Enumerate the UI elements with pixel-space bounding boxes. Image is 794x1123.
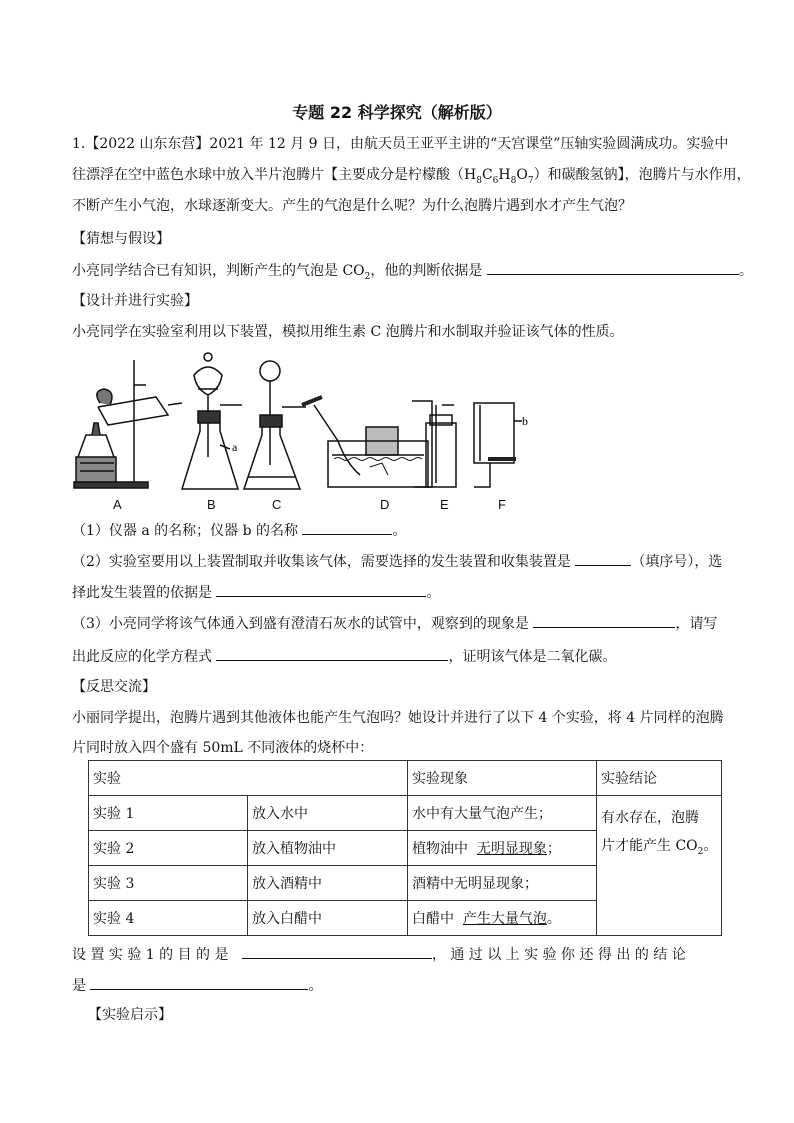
table-cell-obs: 植物油中 无明显现象； [408,831,597,866]
guess-text: 小亮同学结合已有知识，判断产生的气泡是 $CO_2$，他的判断依据是 。 [72,260,753,287]
table-header-cell: 实验 [89,761,408,796]
subquestion-3-line-2: 出此反应的化学方程式 ，证明该气体是二氧化碳。 [72,646,616,667]
table-cell-action: 放入白醋中 [248,901,408,936]
answer-blank-purpose[interactable] [242,944,432,959]
subquestion-3-line-1: （3）小亮同学将该气体通入到盛有澄清石灰水的试管中，观察到的现象是 ，请写 [72,613,717,634]
section-reflect-heading: 【反思交流】 [72,679,156,695]
table-cell-exp: 实验 2 [89,831,248,866]
apparatus-figure [70,345,530,495]
apparatus-label-f: F [498,497,506,512]
table-header-cell: 实验现象 [408,761,597,796]
answer-blank-conclusion[interactable] [90,975,308,990]
table-cell-action: 放入植物油中 [248,831,408,866]
apparatus-label-e: E [440,497,449,512]
table-header-cell: 实验结论 [597,761,722,796]
table-header-row [89,761,722,796]
section-guess-heading: 【猜想与假设】 [72,231,170,247]
section-enlight-heading: 【实验启示】 [88,1007,172,1023]
apparatus-label-b: B [207,497,216,512]
apparatus-d [302,397,428,487]
subquestion-2-line-2: 择此发生装置的依据是 。 [72,582,440,603]
apparatus-label-a: A [113,497,122,512]
answer-blank-q3-equation[interactable] [216,646,448,661]
table-cell-exp: 实验 1 [89,796,248,831]
label-b-mark: b [522,414,528,428]
subquestion-2-line-1: （2）实验室要用以上装置制取并收集该气体，需要选择的发生装置和收集装置是 （填序号），选 [72,551,722,572]
reflect-text-line-2: 片同时放入四个盛有 50mL 不同液体的烧杯中： [72,740,374,756]
apparatus-label-d: D [380,497,390,512]
table-cell-exp: 实验 3 [89,866,248,901]
purpose-line-1: 设 置 实 验 1 的 目 的 是 ， 通 过 以 上 实 验 你 还 得 出 的 结 论 [72,944,686,965]
table-cell-obs: 白醋中 产生大量气泡。 [408,901,597,936]
apparatus-c [244,361,306,489]
label-a-mark: a [232,440,238,454]
question-intro-line-2: 往漂浮在空中蓝色水球中放入半片泡腾片【主要成分是柠檬酸$(H_8C_6H_8O_7)$和碳酸氢钠】，泡腾片与水作用， [72,167,751,186]
apparatus-a [74,360,182,488]
table-cell-exp: 实验 4 [89,901,248,936]
answer-blank-q2-basis[interactable] [216,582,426,597]
apparatus-label-c: C [272,497,282,512]
question-intro-line-1: 1.【2022 山东东营】2021 年 12 月 9 日，由航天员王亚平主讲的“天宫课堂”压轴实验圆满成功。实验中 [72,136,729,152]
table-cell-action: 放入水中 [248,796,408,831]
experiment-table [88,760,722,936]
design-text: 小亮同学在实验室利用以下装置，模拟用维生素 C 泡腾片和水制取并验证该气体的性质。 [72,324,624,340]
table-cell-obs: 酒精中无明显现象； [408,866,597,901]
page-title: 专题 22 科学探究（解析版） [292,103,502,122]
purpose-line-2: 是 。 [72,975,322,996]
answer-blank-basis[interactable] [487,260,739,275]
subquestion-1: （1）仪器 a 的名称；仪器 b 的名称 。 [72,520,406,541]
apparatus-b [182,353,242,489]
section-design-heading: 【设计并进行实验】 [72,293,198,309]
apparatus-e [412,401,456,487]
table-cell-obs: 水中有大量气泡产生； [408,796,597,831]
answer-blank-q2-select[interactable] [575,551,631,566]
table-cell-conclusion: 有水存在，泡腾 片才能产生 $CO_2$。 [597,796,722,936]
table-cell-action: 放入酒精中 [248,866,408,901]
apparatus-f [474,403,522,487]
question-intro-line-3: 不断产生小气泡，水球逐渐变大。产生的气泡是什么呢？为什么泡腾片遇到水才产生气泡？ [72,198,632,214]
answer-blank-q3-phenomenon[interactable] [533,613,675,628]
reflect-text-line-1: 小丽同学提出，泡腾片遇到其他液体也能产生气泡吗？她设计并进行了以下 4 个实验，将 4 片同样的泡腾 [72,710,724,726]
table-row [89,796,722,831]
answer-blank-q1[interactable] [302,520,392,535]
